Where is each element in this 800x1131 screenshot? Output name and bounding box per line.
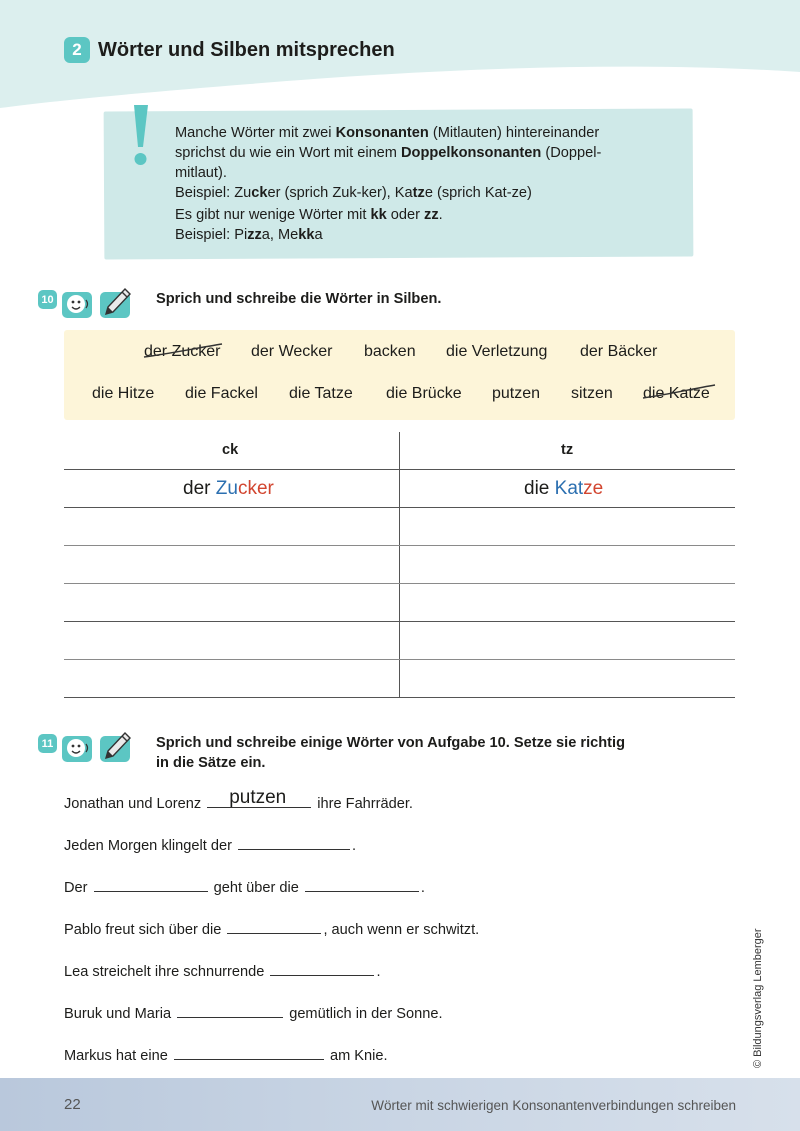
section-number: 2 <box>64 37 90 63</box>
word: der Bäcker <box>580 343 658 360</box>
table-rule <box>64 545 735 546</box>
word: die Brücke <box>386 385 462 402</box>
table-rule <box>64 697 735 698</box>
table-rule <box>64 507 735 508</box>
answer-blank[interactable] <box>305 878 419 892</box>
task-number: 10 <box>38 290 57 309</box>
word: die Hitze <box>92 385 155 402</box>
task-11-instruction <box>156 733 625 773</box>
word: die Fackel <box>185 385 258 402</box>
exclamation-icon <box>125 103 155 169</box>
answer-blank[interactable] <box>174 1046 324 1060</box>
task-10-header <box>38 286 441 322</box>
word-box <box>64 330 735 420</box>
speak-write-icons <box>62 730 158 766</box>
word: der Wecker <box>251 343 333 360</box>
sentence: Markus hat eine am Knie. <box>64 1048 388 1064</box>
info-line: Beispiel: Pizza, Mekka <box>175 227 323 243</box>
word: backen <box>364 343 416 360</box>
answer-blank[interactable] <box>238 836 350 850</box>
example-right: die Katze <box>524 478 604 499</box>
sentence: Der geht über die . <box>64 880 425 896</box>
answer-blank[interactable] <box>94 878 208 892</box>
word: putzen <box>492 385 541 402</box>
instruction-line: Sprich und schreibe einige Wörter von Aufgabe 10. Setze sie richtig <box>156 735 625 751</box>
column-header-ck: ck <box>222 442 239 458</box>
info-line: Beispiel: Zucker (sprich Zuk-ker), Katze (sprich Kat-ze) <box>175 185 532 201</box>
answer-blank[interactable] <box>270 962 374 976</box>
copyright-notice: © Bildungsverlag Lemberger <box>752 928 764 1068</box>
task-10-instruction: Sprich und schreibe die Wörter in Silben. <box>156 291 442 307</box>
sentence: Jonathan und Lorenz putzen ihre Fahrräder. <box>64 787 413 812</box>
sentence: Jeden Morgen klingelt der . <box>64 838 357 854</box>
answer-blank[interactable] <box>207 787 311 808</box>
handwritten-answer: putzen <box>229 787 287 808</box>
sentence: Lea streichelt ihre schnurrende . <box>64 964 381 980</box>
info-text <box>175 123 675 245</box>
column-header-tz: tz <box>561 442 574 458</box>
section-header <box>64 37 395 63</box>
word: der Zucker <box>144 343 221 360</box>
task-number: 11 <box>38 734 57 753</box>
info-line: mitlaut). <box>175 165 227 181</box>
answer-blank[interactable] <box>227 920 321 934</box>
footer-title: Wörter mit schwierigen Konsonantenverbindungen schreiben <box>371 1098 736 1113</box>
table-rule <box>64 583 735 584</box>
instruction-line: in die Sätze ein. <box>156 755 266 771</box>
word: die Verletzung <box>446 343 548 360</box>
table-rule <box>64 621 735 622</box>
section-title: Wörter und Silben mitsprechen <box>98 38 395 61</box>
info-line: sprichst du wie ein Wort mit einem Doppelkonsonanten (Doppel- <box>175 145 602 161</box>
speak-write-icons <box>62 286 158 322</box>
sentence: Pablo freut sich über die , auch wenn er schwitzt. <box>64 922 480 938</box>
sentence: Buruk und Maria gemütlich in der Sonne. <box>64 1006 443 1022</box>
info-line: Manche Wörter mit zwei Konsonanten (Mitlauten) hintereinander <box>175 125 600 141</box>
table-rule <box>64 469 735 470</box>
page-number: 22 <box>64 1096 81 1113</box>
word: die Katze <box>643 385 710 402</box>
example-left: der Zucker <box>183 478 274 499</box>
table-rule <box>64 659 735 660</box>
answer-blank[interactable] <box>177 1004 283 1018</box>
task-11-header <box>38 730 625 773</box>
word: die Tatze <box>289 385 353 402</box>
info-line: Es gibt nur wenige Wörter mit kk oder zz. <box>175 207 443 223</box>
word: sitzen <box>571 385 613 402</box>
